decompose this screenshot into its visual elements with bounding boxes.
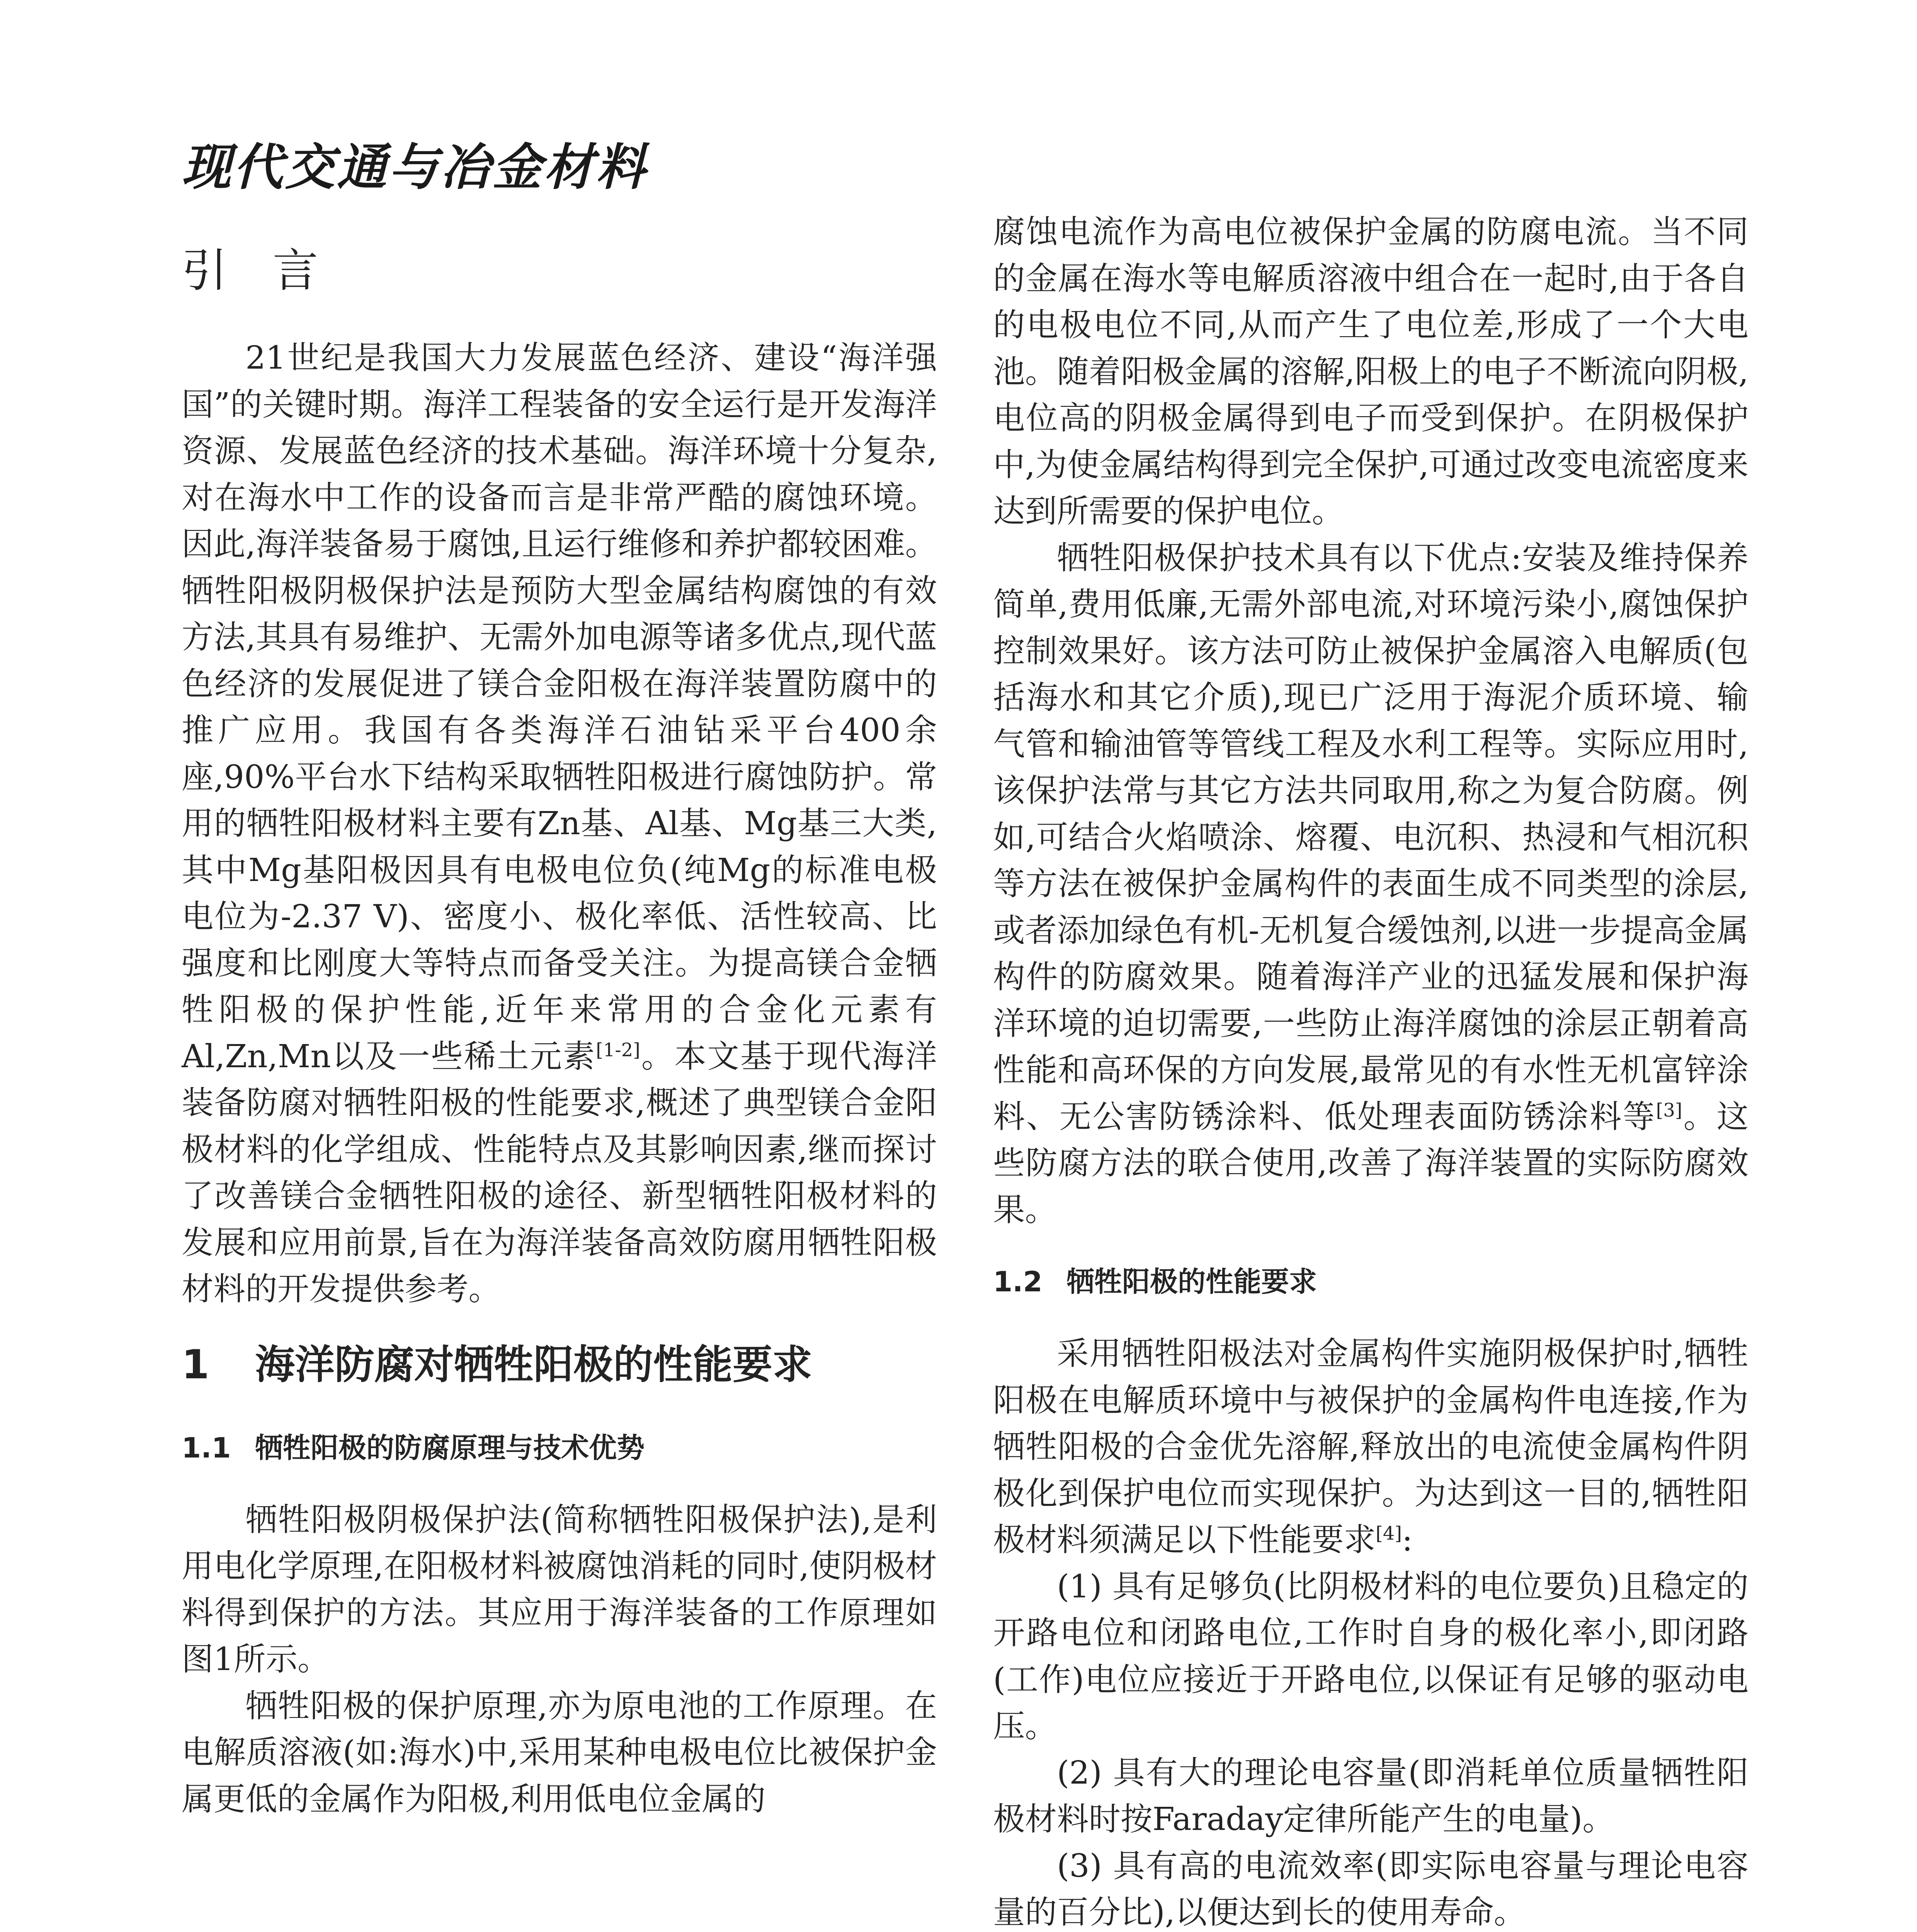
section-1-heading: 1 海洋防腐对牺牲阳极的性能要求 [182, 1341, 812, 1388]
intro-paragraph: 21世纪是我国大力发展蓝色经济、建设“海洋强国”的关键时期。海洋工程装备的安全运行是开发海洋资源、发展蓝色经济的技术基础。海洋环境十分复杂,对在海水中工作的设备而言是非常严酷的腐蚀环境。因此,海洋装备易于腐蚀,且运行维修和养护都较困难。牺牲阳极阴极保护法是预防大型金属结构腐蚀的有效方法,其具有易维护、无需外加电源等诸多优点,现代蓝色经济的发展促进了镁合金阳极在海洋装置防腐中的推广应用。我国有各类海洋石油钻采平台400余座,90%平台水下结构采取牺牲阳极进行腐蚀防护。常用的牺牲阳极材料主要有Zn基、Al基、Mg基三大类,其中Mg基阳极因具有电极电位负(纯Mg的标准电极电位为-2.37 V)、密度小、极化率低、活性较高、比强度和比刚度大等特点而备受关注。为提高镁合金牺牲阳极的保护性能,近年来常用的合金化元素有Al,Zn,Mn以及一些稀土元素[1-2]。本文基于现代海洋装备防腐对牺牲阳极的性能要求,概述了典型镁合金阳极材料的化学组成、性能特点及其影响因素,继而探讨了改善镁合金牺牲阳极的途径、新型牺牲阳极材料的发展和应用前景,旨在为海洋装备高效防腐用牺牲阳极材料的开发提供参考。 [182, 339, 937, 1308]
subsection-1-2-heading: 1.2 牺牲阳极的性能要求 [993, 1265, 1317, 1298]
requirement-item-2: (2) 具有大的理论电容量(即消耗单位质量牺牲阳极材料时按Faraday定律所能产生的电量)。 [993, 1754, 1749, 1838]
citation-4: [4] [1376, 1522, 1402, 1544]
requirement-item-3: (3) 具有高的电流效率(即实际电容量与理论电容量的百分比),以便达到长的使用寿命。 [993, 1847, 1749, 1931]
paragraph-1-1-a: 牺牲阳极阴极保护法(简称牺牲阳极保护法),是利用电化学原理,在阳极材料被腐蚀消耗的同时,使阴极材料得到保护的方法。其应用于海洋装备的工作原理如图1所示。 [182, 1501, 937, 1678]
left-column [182, 240, 937, 1822]
paragraph-1-1-b: 牺牲阳极的保护原理,亦为原电池的工作原理。在电解质溶液(如:海水)中,采用某种电极电位比被保护金属更低的金属作为阳极,利用低电位金属的 [182, 1687, 937, 1818]
right-column [993, 209, 1749, 1932]
journal-masthead: 现代交通与冶金材料 [182, 139, 648, 196]
citation-3: [3] [1656, 1099, 1682, 1121]
subsection-1-1-heading: 1.1 牺牲阳极的防腐原理与技术优势 [182, 1431, 645, 1464]
paragraph-continued: 腐蚀电流作为高电位被保护金属的防腐电流。当不同的金属在海水等电解质溶液中组合在一起时,由于各自的电极电位不同,从而产生了电位差,形成了一个大电池。随着阳极金属的溶解,阳极上的电子不断流向阴极,电位高的阴极金属得到电子而受到保护。在阴极保护中,为使金属结构得到完全保护,可通过改变电流密度来达到所需要的保护电位。 [993, 213, 1749, 530]
paragraph-advantages: 牺牲阳极保护技术具有以下优点:安装及维持保养简单,费用低廉,无需外部电流,对环境污染小,腐蚀保护控制效果好。该方法可防止被保护金属溶入电解质(包括海水和其它介质),现已广泛用于海泥介质环境、输气管和输油管等管线工程及水利工程等。实际应用时,该保护法常与其它方法共同取用,称之为复合防腐。例如,可结合火焰喷涂、熔覆、电沉积、热浸和气相沉积等方法在被保护金属构件的表面生成不同类型的涂层,或者添加绿色有机-无机复合缓蚀剂,以进一步提高金属构件的防腐效果。随着海洋产业的迅猛发展和保护海洋环境的迫切需要,一些防止海洋腐蚀的涂层正朝着高性能和高环保的方向发展,最常见的有水性无机富锌涂料、无公害防锈涂料、低处理表面防锈涂料等[3]。这些防腐方法的联合使用,改善了海洋装置的实际防腐效果。 [993, 539, 1749, 1228]
paragraph-1-2: 采用牺牲阳极法对金属构件实施阴极保护时,牺牲阳极在电解质环境中与被保护的金属构件电连接,作为牺牲阳极的合金优先溶解,释放出的电流使金属构件阴极化到保护电位而实现保护。为达到这一目的,牺牲阳极材料须满足以下性能要求[4]: [993, 1335, 1749, 1558]
requirement-item-1: (1) 具有足够负(比阴极材料的电位要负)且稳定的开路电位和闭路电位,工作时自身的极化率小,即闭路(工作)电位应接近于开路电位,以保证有足够的驱动电压。 [993, 1568, 1749, 1745]
intro-heading: 引 言 [182, 244, 334, 297]
citation-1-2: [1-2] [596, 1039, 640, 1061]
